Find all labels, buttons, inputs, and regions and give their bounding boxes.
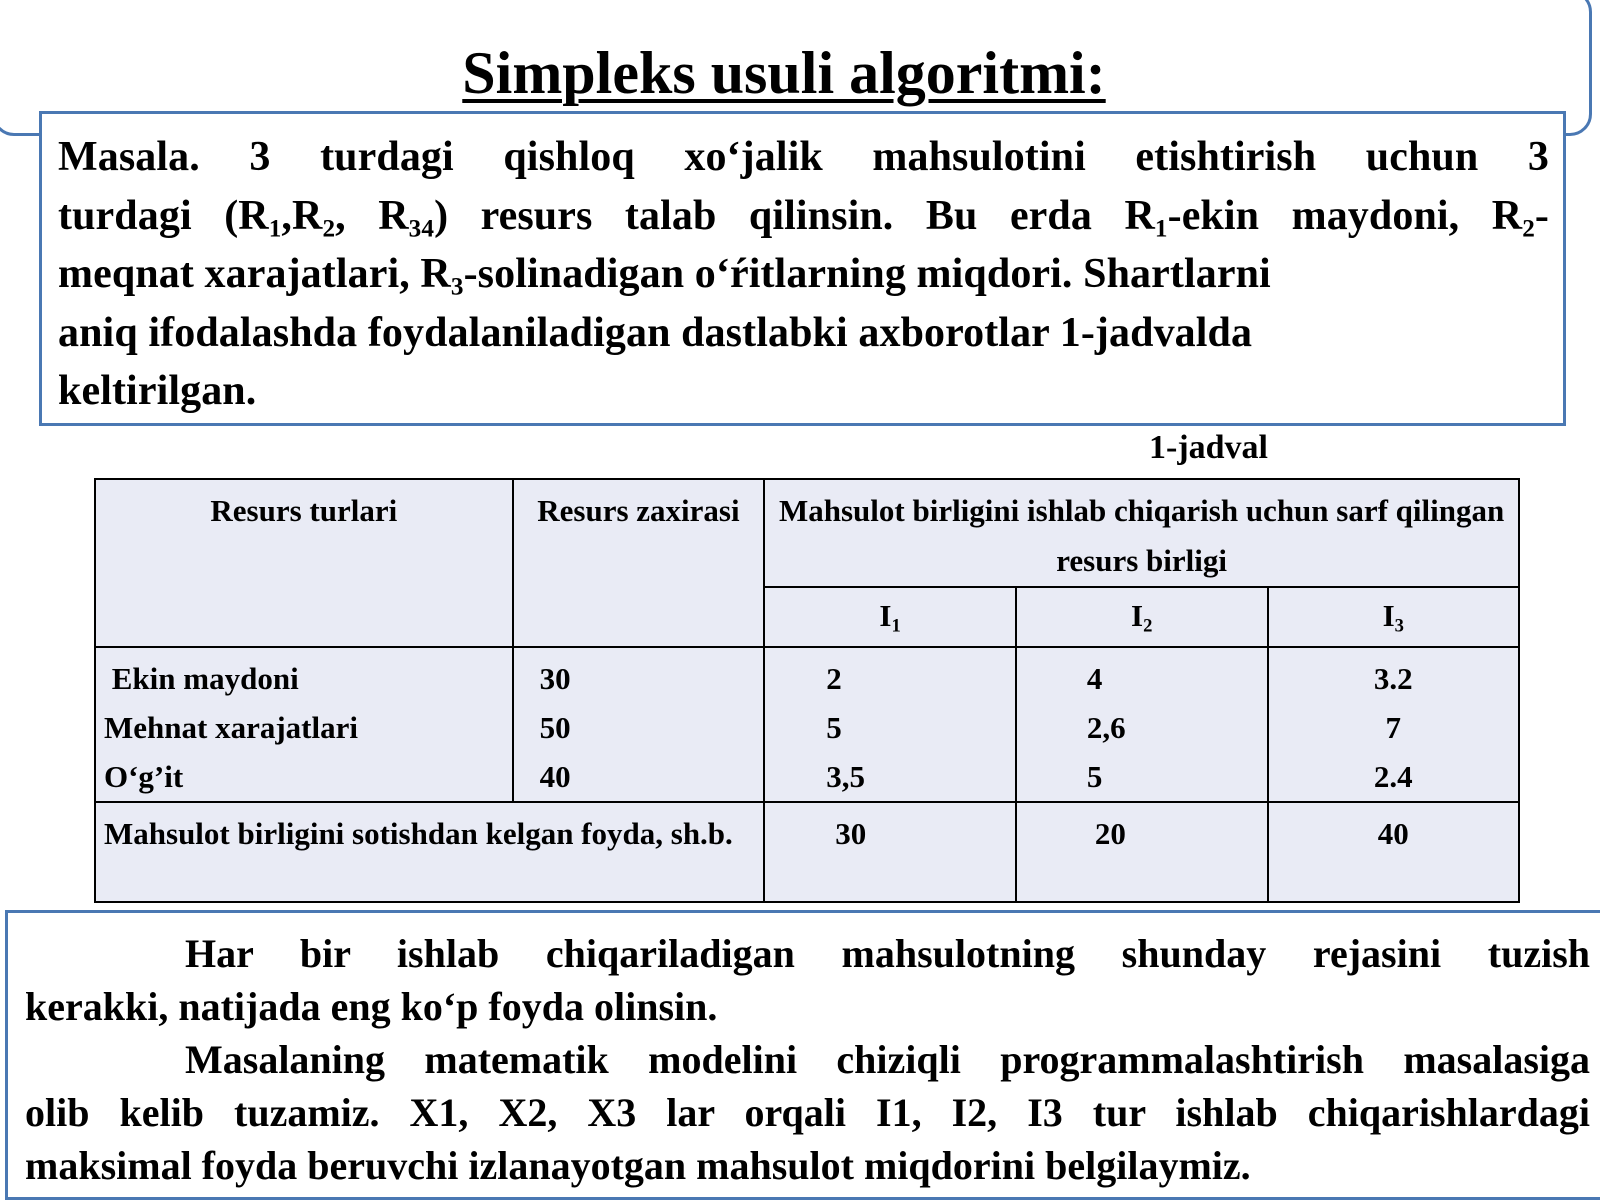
problem-line: keltirilgan.	[58, 368, 257, 414]
header-product-3: $I_3$	[1268, 587, 1520, 647]
slide-title: Simpleks usuli algoritmi:	[462, 40, 1106, 106]
consumption-value: 4	[1086, 661, 1103, 696]
problem-line: meqnat xarajatlari, $R_3$-solinadigan o‘ŕitlarning miqdori. Shartlarni	[58, 251, 1271, 301]
profit-value-1: 30	[764, 802, 1016, 902]
task-line: kerakki, natijada eng ko‘p foyda olinsin.	[25, 984, 718, 1029]
problem-statement	[39, 111, 1566, 426]
product-1-consumption	[764, 647, 1016, 802]
consumption-value: 7	[1385, 710, 1401, 745]
consumption-value: 2,6	[1086, 710, 1126, 745]
header-consumption-group: Mahsulot birligini ishlab chiqarish uchun sarf qilingan resurs birligi	[764, 479, 1519, 587]
resource-table	[94, 478, 1520, 903]
consumption-value: 2.4	[1373, 759, 1413, 794]
task-line: maksimal foyda beruvchi izlanayotgan mahsulot miqdorini belgilaymiz.	[25, 1143, 1251, 1188]
header-product-1: $I_1$	[764, 587, 1016, 647]
consumption-value: 2	[826, 661, 842, 696]
header-resource-types: Resurs turlari	[95, 479, 513, 647]
consumption-value: 5	[826, 710, 842, 745]
reserve-value: 50	[539, 710, 571, 745]
problem-line: aniq ifodalashda foydalaniladigan dastlabki axborotlar 1-jadvalda	[58, 309, 1253, 356]
table-caption: 1-jadval	[1149, 429, 1268, 466]
task-description	[5, 910, 1600, 1200]
resource-reserves	[513, 647, 765, 802]
problem-line: turdagi ($R_1,R_2$, $R_{34}$) resurs talab qilinsin. Bu erda $R_1$-ekin maydoni, $R_2-$	[58, 192, 1549, 243]
resource-name: O‘g’it	[104, 759, 184, 794]
problem-line: Masala. 3 turdagi qishloq xo‘jalik mahsulotini etishtirish uchun 3	[58, 134, 1549, 180]
task-line: olib kelib tuzamiz. X1, X2, X3 lar orqali I1, I2, I3 tur ishlab chiqarishlardagi	[25, 1090, 1590, 1135]
profit-label: Mahsulot birligini sotishdan kelgan foyda, sh.b.	[95, 802, 764, 902]
profit-value-2: 20	[1016, 802, 1268, 902]
product-2-consumption	[1016, 647, 1268, 802]
task-line: Har bir ishlab chiqariladigan mahsulotning shunday rejasini tuzish	[185, 931, 1590, 976]
reserve-value: 30	[539, 661, 571, 696]
product-3-consumption	[1268, 647, 1520, 802]
consumption-value: 3.2	[1373, 661, 1413, 696]
consumption-value: 5	[1086, 759, 1103, 794]
header-resource-reserve: Resurs zaxirasi	[513, 479, 765, 647]
resource-name: Mehnat xarajatlari	[104, 710, 358, 745]
consumption-value: 3,5	[826, 759, 865, 794]
resource-name: Ekin maydoni	[104, 661, 299, 696]
header-product-2: $I_2$	[1016, 587, 1268, 647]
resource-names	[95, 647, 513, 802]
profit-value-3: 40	[1268, 802, 1520, 902]
reserve-value: 40	[539, 759, 571, 794]
task-line: Masalaning matematik modelini chiziqli programmalashtirish masalasiga	[185, 1037, 1590, 1082]
